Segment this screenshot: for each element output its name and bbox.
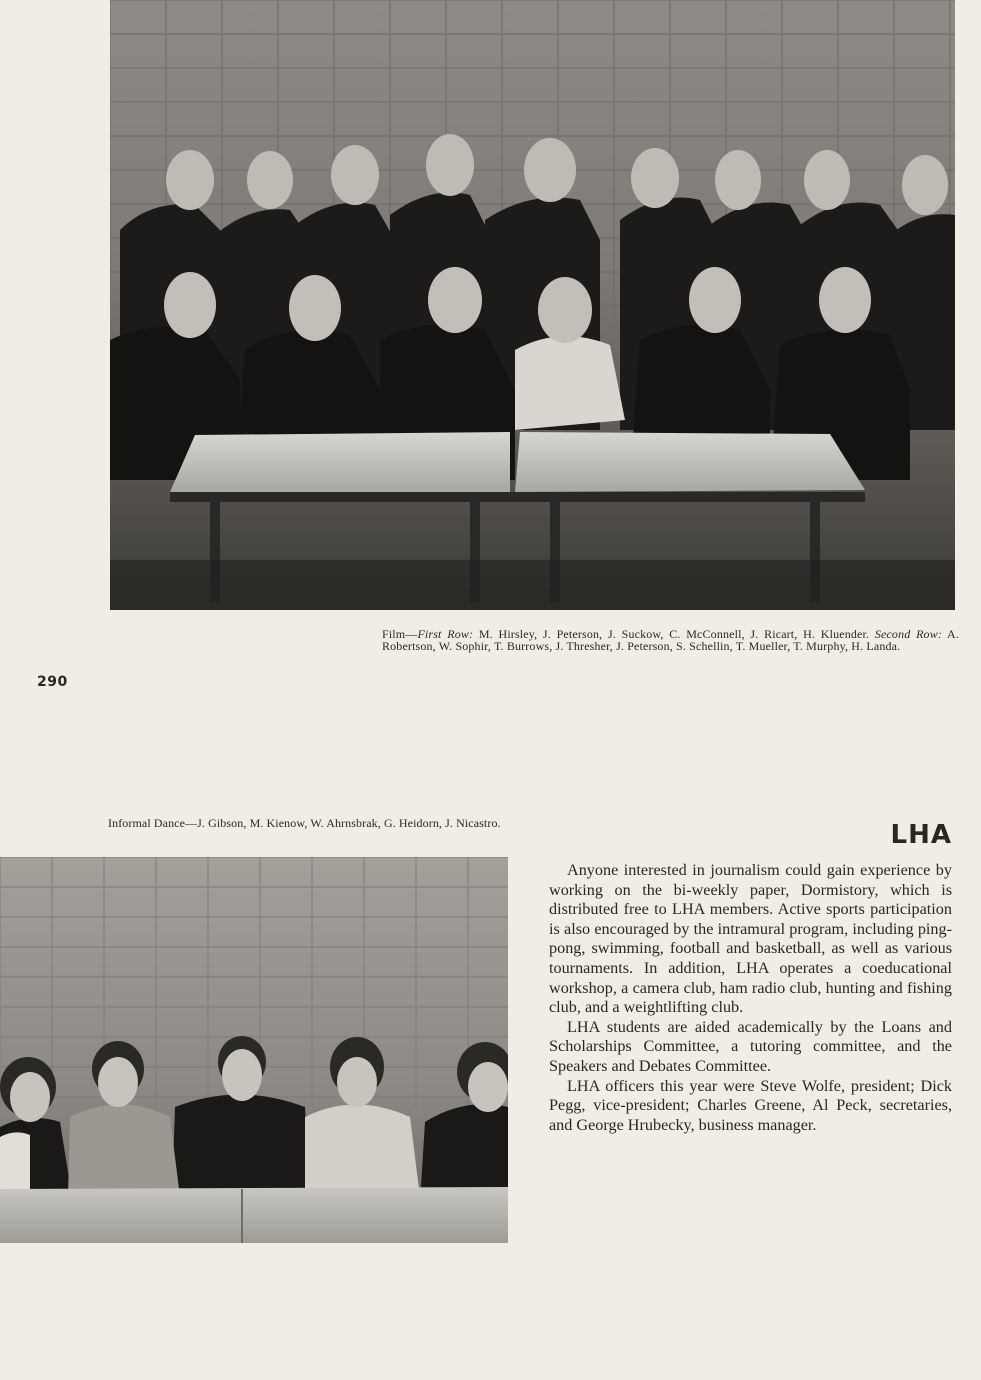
informal-dance-photo-image — [0, 857, 508, 1243]
page-number: 290 — [37, 674, 68, 690]
caption-film-label: Film— — [382, 627, 418, 641]
film-photo-caption — [382, 628, 959, 652]
article-paragraph: LHA students are aided academically by the Loans and Scholarships Committee, a tutoring committee, and the Speakers and Debates Committee. — [549, 1017, 952, 1075]
caption-first-row-label: First Row: — [417, 627, 474, 641]
section-title: LHA — [890, 820, 952, 850]
caption-second-row-label: Second Row: — [874, 627, 942, 641]
film-group-photo-image — [110, 0, 955, 610]
article-paragraph: LHA officers this year were Steve Wolfe, president; Dick Pegg, vice-president; Charles Greene, Al Peck, secretaries, and George Hrubecky, business manager. — [549, 1076, 952, 1134]
informal-dance-caption: Informal Dance—J. Gibson, M. Kienow, W. Ahrnsbrak, G. Heidorn, J. Nicastro. — [108, 816, 501, 830]
article-paragraph: Anyone interested in journalism could gain experience by working on the bi-weekly paper, Dormistory, which is distributed free to LHA members. Active sports participation is also encouraged by the intramural program, including ping-pong, swimming, football and basketball, as well as various tournaments. In addition, LHA operates a coeducational workshop, a camera club, ham radio club, hunting and fishing club, and a weightlifting club. — [549, 861, 952, 1017]
film-group-photo — [110, 0, 955, 610]
caption-second-row-names: A. Robertson, W. Sophir, T. Burrows, J. Thresher, J. Peterson, S. Schellin, T. Mueller, T. Murphy, H. Landa. — [382, 627, 959, 653]
caption-first-row-names: M. Hirsley, J. Peterson, J. Suckow, C. McConnell, J. Ricart, H. Kluender. — [473, 627, 870, 641]
lha-article-body — [549, 861, 952, 1135]
informal-dance-photo — [0, 857, 508, 1243]
